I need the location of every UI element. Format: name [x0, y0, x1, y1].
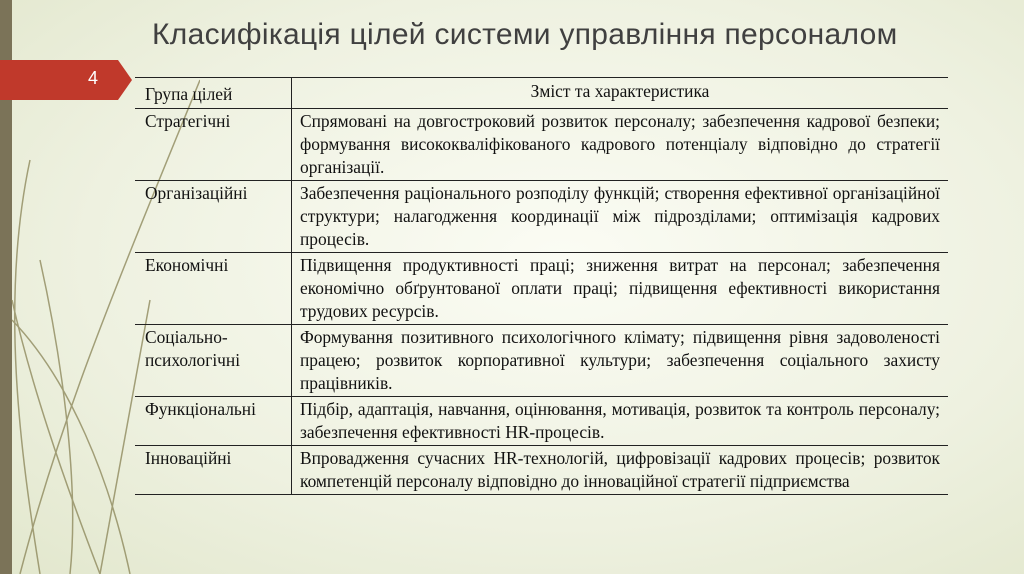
slide-title: Класифікація цілей системи управління персоналом	[152, 18, 898, 51]
goal-content: Впровадження сучасних HR-технологій, цифровізації кадрових процесів; розвиток компетенцій персоналу відповідно до інноваційної стратегії підприємства	[292, 446, 949, 495]
slide-number: 4	[88, 68, 99, 88]
goal-group: Інноваційні	[135, 446, 292, 495]
table-row	[135, 253, 948, 325]
table-row	[135, 181, 948, 253]
table-row	[135, 446, 948, 495]
table-header-row	[135, 78, 948, 109]
goal-content: Підвищення продуктивності праці; зниження витрат на персонал; забезпечення економічно обґрунтованої оплати праці; підвищення ефективності використання трудових ресурсів.	[292, 253, 949, 325]
goal-content: Підбір, адаптація, навчання, оцінювання, мотивація, розвиток та контроль персоналу; забезпечення ефективності HR-процесів.	[292, 397, 949, 446]
table-row	[135, 397, 948, 446]
slide-number-badge	[0, 60, 132, 100]
header-content: Зміст та характеристика	[292, 78, 949, 109]
goal-group: Функціональні	[135, 397, 292, 446]
table-row	[135, 325, 948, 397]
goal-group: Соціально-психологічні	[135, 325, 292, 397]
goal-content: Забезпечення раціонального розподілу функцій; створення ефективної організаційної структури; налагодження координації між підрозділами; оптимізація кадрових процесів.	[292, 181, 949, 253]
goal-content: Спрямовані на довгостроковий розвиток персоналу; забезпечення кадрової безпеки; формування висококваліфікованого кадрового потенціалу відповідно до стратегії організації.	[292, 109, 949, 181]
goals-table	[135, 77, 948, 495]
goal-content: Формування позитивного психологічного клімату; підвищення рівня задоволеності працею; розвиток корпоративної культури; забезпечення соціального захисту працівників.	[292, 325, 949, 397]
table-row	[135, 109, 948, 181]
goal-group: Організаційні	[135, 181, 292, 253]
header-group: Група цілей	[135, 78, 292, 109]
goal-group: Економічні	[135, 253, 292, 325]
goal-group: Стратегічні	[135, 109, 292, 181]
